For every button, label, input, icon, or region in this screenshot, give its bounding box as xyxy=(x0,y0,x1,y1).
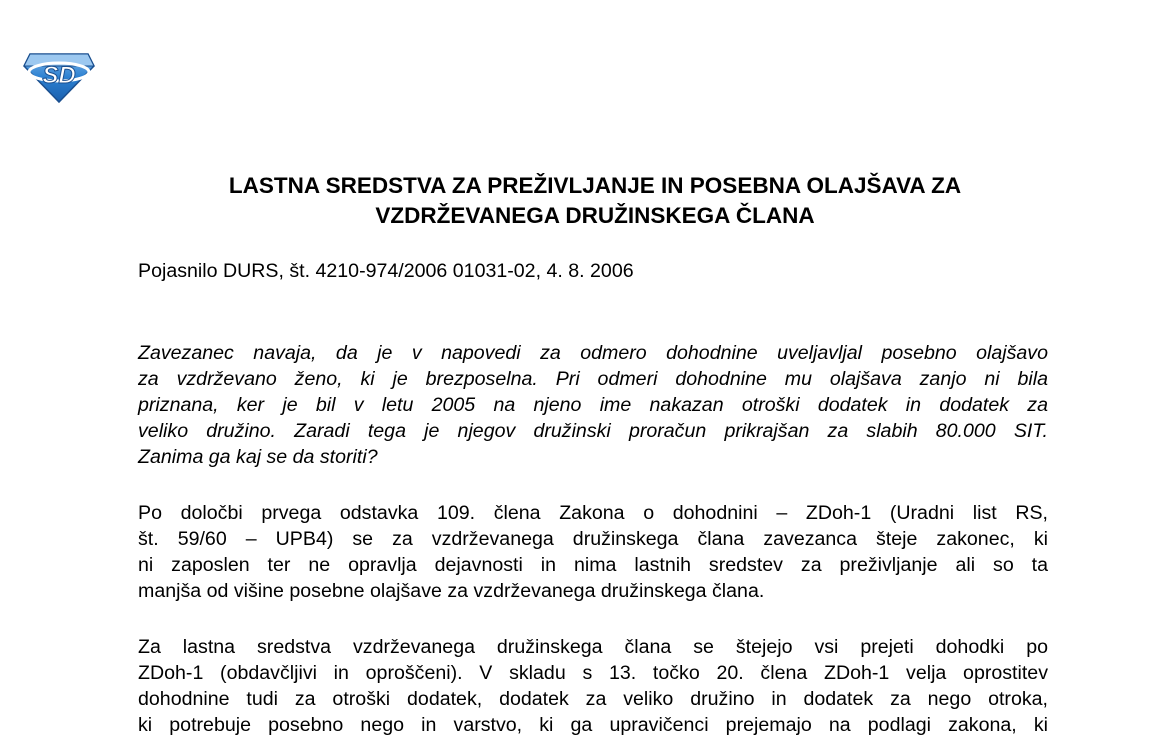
text-line: ni zaposlen ter ne opravlja dejavnosti in nima lastnih sredstev za preživljanje ali so ta xyxy=(138,554,1048,576)
text-line: ki potrebuje posebno nego in varstvo, ki ga upravičenci prejemajo na podlagi zakona, ki xyxy=(138,714,1048,736)
title-line-1: LASTNA SREDSTVA ZA PREŽIVLJANJE IN POSEBNA OLAJŠAVA ZA xyxy=(228,173,962,198)
logo-text: SD xyxy=(42,62,76,89)
text-line: veliko družino. Zaradi tega je njegov družinski proračun prikrajšan za slabih 80.000 SIT. xyxy=(138,420,1048,442)
text-line: št. 59/60 – UPB4) se za vzdrževanega družinskega člana zavezanca šteje zakonec, ki xyxy=(138,528,1048,550)
sd-diamond-logo xyxy=(22,50,96,104)
answer-paragraph-2 xyxy=(138,634,1048,738)
text-line: Za lastna sredstva vzdrževanega družinskega člana se štejejo vsi prejeti dohodki po xyxy=(138,636,1048,658)
text-line: manjša od višine posebne olajšave za vzdrževanega družinskega člana. xyxy=(138,580,765,602)
text-line: ZDoh-1 (obdavčljivi in oproščeni). V skladu s 13. točko 20. člena ZDoh-1 velja oprostitev xyxy=(138,662,1048,684)
text-line: dohodnine tudi za otroški dodatek, dodatek za veliko družino in dodatek za nego otroka, xyxy=(138,688,1048,710)
text-line: Po določbi prvega odstavka 109. člena Zakona o dohodnini – ZDoh-1 (Uradni list RS, xyxy=(138,502,1048,524)
text-line: Zavezanec navaja, da je v napovedi za odmero dohodnine uveljavljal posebno olajšavo xyxy=(138,342,1048,364)
document-title xyxy=(80,171,1110,231)
question-paragraph xyxy=(138,340,1048,470)
text-line: priznana, ker je bil v letu 2005 na njeno ime nakazan otroški dodatek in dodatek za xyxy=(138,394,1048,416)
document-reference: Pojasnilo DURS, št. 4210-974/2006 01031-02, 4. 8. 2006 xyxy=(138,260,634,282)
answer-paragraph-1 xyxy=(138,500,1048,604)
title-line-2: VZDRŽEVANEGA DRUŽINSKEGA ČLANA xyxy=(375,203,815,228)
text-line: Zanima ga kaj se da storiti? xyxy=(138,446,378,468)
text-line: za vzdrževano ženo, ki je brezposelna. Pri odmeri dohodnine mu olajšava zanjo ni bila xyxy=(138,368,1048,390)
